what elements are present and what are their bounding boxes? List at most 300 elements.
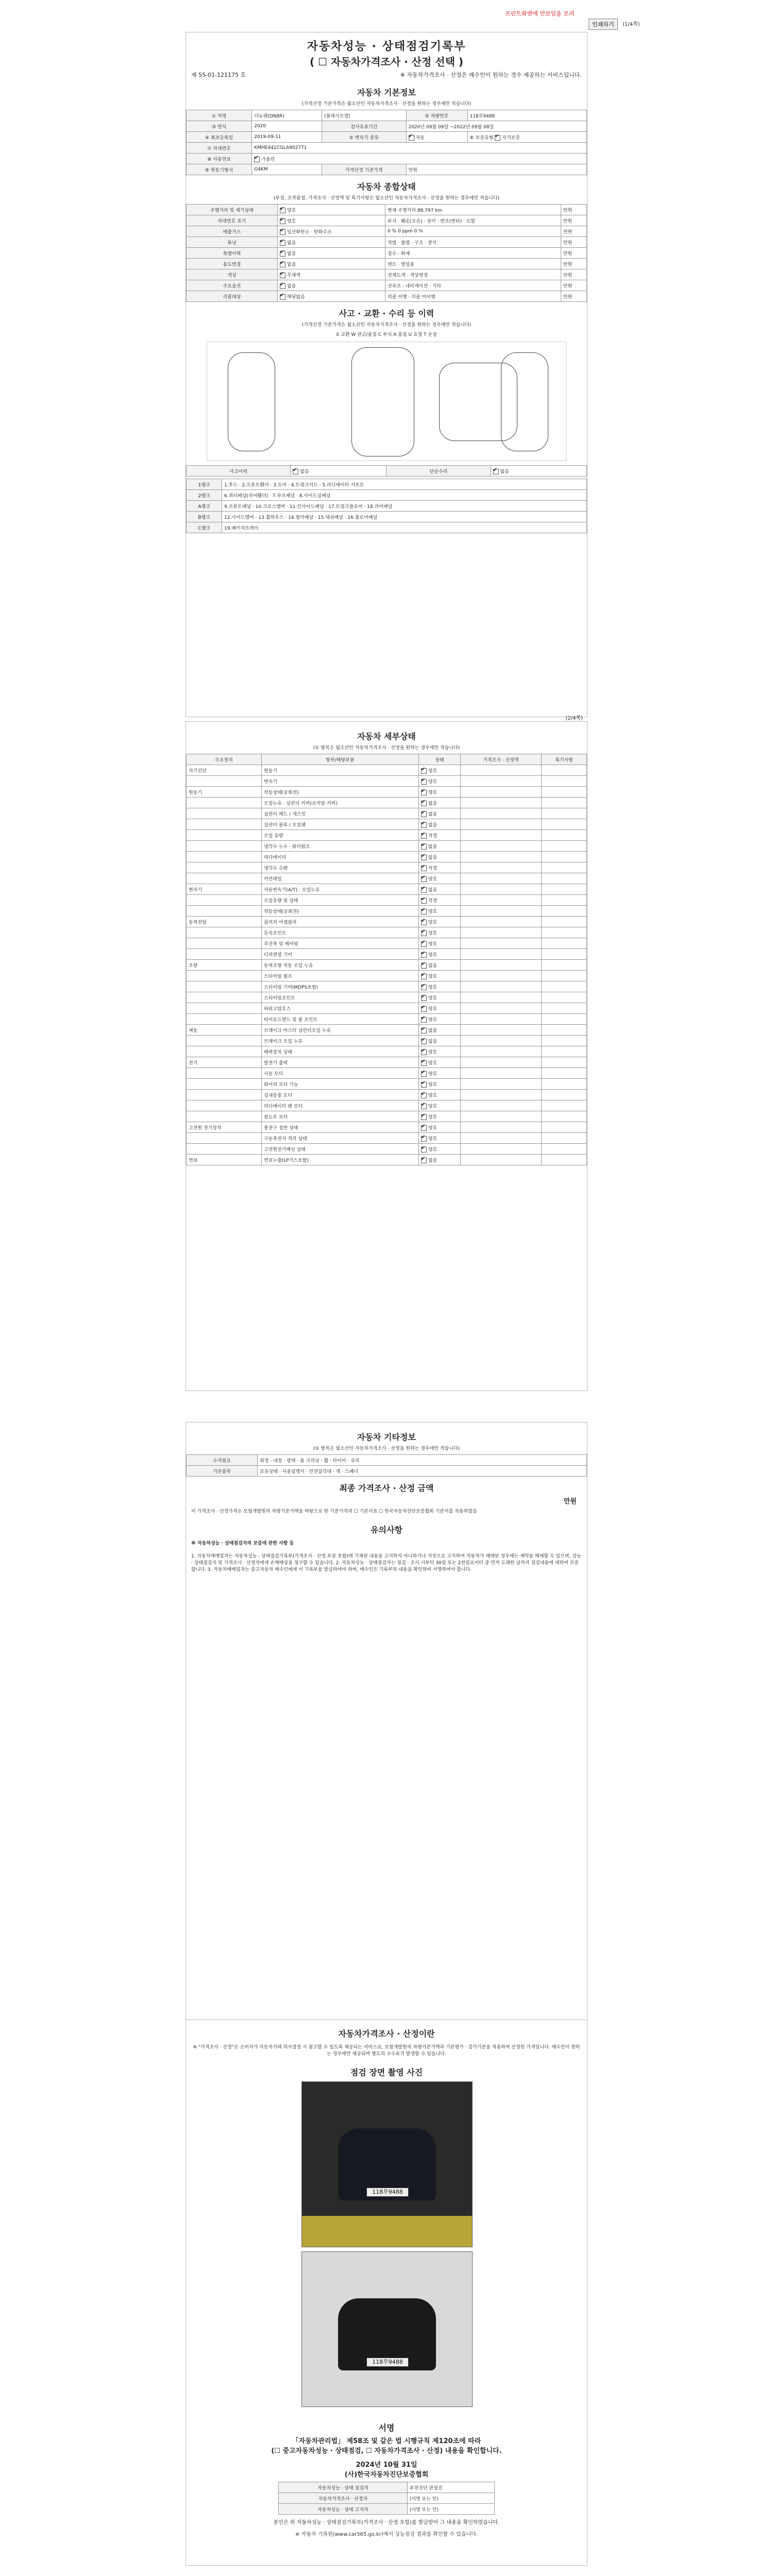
detail-price xyxy=(460,1122,541,1133)
row-fee: 만원 xyxy=(561,248,586,259)
label: ④ 최초등록일 xyxy=(187,132,252,143)
overall-row xyxy=(187,280,587,291)
row-state xyxy=(277,259,385,269)
car-diagram xyxy=(207,342,566,461)
state-checkbox xyxy=(280,283,285,289)
detail-part: 커먼레일 xyxy=(261,873,418,884)
detail-row xyxy=(187,1036,587,1046)
detail-price xyxy=(460,808,541,819)
state-checkbox xyxy=(421,822,427,828)
detail-remark xyxy=(542,1090,587,1100)
state-value: 양호 xyxy=(428,1093,438,1098)
detail-price xyxy=(460,1155,541,1165)
rank-row xyxy=(187,501,587,512)
state-value: 없음 xyxy=(428,811,438,817)
detail-state xyxy=(418,1025,460,1036)
detail-price xyxy=(460,776,541,787)
detail-group xyxy=(187,949,262,960)
section-accident-title: 사고 · 교환 · 수리 등 이력 xyxy=(339,309,434,318)
detail-row xyxy=(187,971,587,981)
state-checkbox xyxy=(421,930,427,936)
detail-state xyxy=(418,895,460,906)
state-value: 없음 xyxy=(428,963,438,969)
detail-row xyxy=(187,927,587,938)
detail-state xyxy=(418,1122,460,1133)
detail-price xyxy=(460,906,541,917)
detail-price xyxy=(460,798,541,808)
state-value: 양호 xyxy=(428,876,438,882)
detail-state xyxy=(418,960,460,971)
state-value: 양호 xyxy=(428,1049,438,1055)
other-label: 기본품목 xyxy=(187,1466,258,1477)
detail-remark xyxy=(542,852,587,862)
detail-row xyxy=(187,776,587,787)
detail-group: 연료 xyxy=(187,1155,262,1165)
overall-row xyxy=(187,237,587,248)
row-label: 특별이력 xyxy=(187,248,278,259)
section-basic-title: 자동차 기본정보 xyxy=(357,88,416,97)
detail-row xyxy=(187,798,587,808)
repair-checkbox xyxy=(493,469,499,474)
detail-remark xyxy=(542,1025,587,1036)
detail-remark xyxy=(542,1068,587,1079)
rank-label: A랭크 xyxy=(187,501,222,512)
overall-row xyxy=(187,215,587,226)
row-label: 배출가스 xyxy=(187,226,278,237)
detail-group xyxy=(187,1100,262,1111)
license-plate: 118무9488 xyxy=(366,2358,409,2367)
row-label: 용도변경 xyxy=(187,259,278,269)
detail-price xyxy=(460,960,541,971)
detail-remark xyxy=(542,787,587,798)
state-checkbox xyxy=(421,952,427,958)
page-1 xyxy=(186,32,587,717)
detail-group xyxy=(187,1036,262,1046)
detail-price xyxy=(460,830,541,841)
doc-number: 제 55-01-121175 호 xyxy=(191,72,246,78)
state-checkbox xyxy=(421,1049,427,1055)
label: ⑥ 보증유형 xyxy=(469,135,494,141)
state-checkbox xyxy=(421,1017,427,1023)
accident-value: 없음 xyxy=(300,469,309,474)
column-header: 가격조사 · 산정액 xyxy=(460,754,541,765)
state-checkbox xyxy=(280,262,285,267)
detail-price xyxy=(460,1079,541,1090)
detail-part: 냉각수 수량 xyxy=(261,862,418,873)
detail-group xyxy=(187,776,262,787)
page-number: (2/4쪽) xyxy=(565,716,583,721)
detail-part: 실린더 블록 / 오일팬 xyxy=(261,819,418,830)
detail-group xyxy=(187,938,262,949)
detail-remark xyxy=(542,906,587,917)
label: ② 차량번호 xyxy=(406,110,467,121)
state-value: 양호 xyxy=(428,985,438,990)
column-header: 특기사항 xyxy=(542,754,587,765)
detail-row xyxy=(187,1100,587,1111)
rank-parts: 9.프론트패널 · 10.크로스멤버 · 11.인사이드패널 · 17.트렁크플로어 · 18.리어패널 xyxy=(222,501,587,512)
sign-law: 「자동차관리법」 제58조 및 같은 법 시행규칙 제120조에 따라 xyxy=(292,2437,481,2445)
state-checkbox xyxy=(421,1104,427,1109)
detail-group: 조향 xyxy=(187,960,262,971)
car-right-view xyxy=(501,352,548,451)
detail-row xyxy=(187,1068,587,1079)
doc-subtitle: ( ☐ 자동차가격조사 · 산정 선택 ) xyxy=(309,56,464,68)
state-value: 없음 xyxy=(428,1039,438,1044)
other-row xyxy=(187,1466,587,1477)
row-detail: 렌트 · 영업용 xyxy=(385,259,561,269)
state-value: 양호 xyxy=(428,1082,438,1088)
state-checkbox xyxy=(421,1006,427,1012)
row-state xyxy=(277,291,385,302)
row-fee: 만원 xyxy=(561,237,586,248)
final-price: 만원 xyxy=(563,1498,577,1505)
detail-part: 클러치 어셈블리 xyxy=(261,917,418,927)
row-detail: 리콜 이행 · 리콜 미이행 xyxy=(385,291,561,302)
detail-state xyxy=(418,938,460,949)
rank-parts: 1.후드 · 2.프론트휀더 · 3.도어 · 4.트렁크리드 · 5.라디에이터 서포트 xyxy=(222,479,587,490)
caution-text: 1. 자동차매매업자는 자동차성능 · 상태점검기록부(가격조사 · 산정 부분 포함)에 기재된 내용을 고지하지 아니하거나 거짓으로 고지하여 자동차가 매매된 경우에는 계약을 해제할 수 있으며, 성능 · 상태점검자 및 가격조사 · 산정자에게 손해배상을 청구할 수 있습니다. 2. 자동차성능 · 상태점검자는 점검 · 조사 시부터 30일 또는 2천킬로미터 중 먼저 도래한 날까지 점검내용에 대하여 보증합니다. 3. 자동차매매업자는 중고자동차 매수인에게 이 기록부를 발급하여야 하며, 매수인은 기록부의 내용을 확인하여 서명하여야 합니다. xyxy=(191,1554,581,1572)
detail-state xyxy=(418,1046,460,1057)
detail-state xyxy=(418,992,460,1003)
state-value: 없음 xyxy=(428,822,438,828)
state-value: 없음 xyxy=(428,855,438,860)
label: ⑧ 사용연료 xyxy=(187,154,252,164)
row-detail: 전체도색 · 색상변경 xyxy=(385,269,561,280)
detail-state xyxy=(418,1014,460,1025)
detail-part: 라디에이터 팬 모터 xyxy=(261,1100,418,1111)
state-checkbox xyxy=(421,995,427,1001)
row-fee: 만원 xyxy=(561,205,586,215)
detail-row xyxy=(187,1046,587,1057)
state-checkbox xyxy=(421,1147,427,1153)
other-items: 외장 · 내장 · 광택 · 룸 크리닝 · 휠 · 타이어 · 유리 xyxy=(258,1455,587,1466)
state-value: 적정 xyxy=(428,898,438,904)
sign-row xyxy=(279,2504,495,2515)
detail-row xyxy=(187,862,587,873)
fuel-value: 가솔린 xyxy=(261,157,275,162)
state-checkbox xyxy=(421,887,427,893)
detail-remark xyxy=(542,884,587,895)
state-checkbox xyxy=(421,1082,427,1088)
overall-row xyxy=(187,269,587,280)
state-value: 해당없음 xyxy=(287,294,305,300)
rank-parts: 12.사이드멤버 · 13.휠하우스 · 14.필러패널 · 15.대쉬패널 · 16.플로어패널 xyxy=(222,512,587,522)
state-checkbox xyxy=(421,898,427,904)
detail-state xyxy=(418,819,460,830)
detail-remark xyxy=(542,971,587,981)
detail-row xyxy=(187,830,587,841)
detail-remark xyxy=(542,917,587,927)
sign-date: 2024년 10월 31일 xyxy=(356,2461,417,2469)
detail-row xyxy=(187,765,587,776)
state-value: 없음 xyxy=(428,844,438,850)
state-checkbox xyxy=(280,273,285,278)
detail-row xyxy=(187,1144,587,1155)
detail-group: 원동기 xyxy=(187,787,262,798)
detail-price xyxy=(460,1014,541,1025)
state-value: 적정 xyxy=(428,833,438,839)
state-value: 양호 xyxy=(428,974,438,979)
state-value: 양호 xyxy=(428,952,438,958)
row-label: 색상 xyxy=(187,269,278,280)
overall-table xyxy=(186,204,587,302)
detail-price xyxy=(460,862,541,873)
state-value: 없음 xyxy=(428,801,438,806)
signature-section xyxy=(186,2416,587,2537)
state-checkbox xyxy=(421,1158,427,1163)
detail-part: 파워고압호스 xyxy=(261,1003,418,1014)
detail-remark xyxy=(542,830,587,841)
detail-group xyxy=(187,830,262,841)
detail-state xyxy=(418,917,460,927)
rank-table xyxy=(186,479,587,533)
detail-price xyxy=(460,1036,541,1046)
detail-group xyxy=(187,981,262,992)
section-photo-title: 점검 장면 촬영 사진 xyxy=(350,2067,423,2077)
detail-remark xyxy=(542,1111,587,1122)
state-value: 양호 xyxy=(428,1017,438,1023)
column-header: 상태 xyxy=(418,754,460,765)
trans-value: 자동 xyxy=(415,135,425,141)
detail-state xyxy=(418,884,460,895)
rank-label: B랭크 xyxy=(187,512,222,522)
detail-state xyxy=(418,1079,460,1090)
fuel-checkbox xyxy=(254,157,260,162)
sign-value: (서명 또는 인) xyxy=(407,2493,494,2504)
detail-part: 디퍼렌셜 기어 xyxy=(261,949,418,960)
detail-remark xyxy=(542,1155,587,1165)
detail-group xyxy=(187,906,262,917)
inspection-photo-rear xyxy=(301,2251,473,2407)
state-checkbox xyxy=(421,779,427,785)
row-fee: 만원 xyxy=(561,269,586,280)
row-detail: 0 % 0 ppm 0 % xyxy=(385,226,561,237)
detail-group xyxy=(187,1090,262,1100)
state-checkbox xyxy=(421,974,427,979)
detail-remark xyxy=(542,1014,587,1025)
detail-price xyxy=(460,938,541,949)
state-checkbox xyxy=(421,876,427,882)
detail-row xyxy=(187,1122,587,1133)
detail-remark xyxy=(542,1133,587,1144)
detail-row xyxy=(187,1111,587,1122)
detail-part: 발전기 출력 xyxy=(261,1057,418,1068)
sign-row xyxy=(279,2482,495,2493)
state-value: 양호 xyxy=(428,779,438,785)
state-checkbox xyxy=(421,811,427,817)
sign-label: 자동차가격조사 · 산정자 xyxy=(279,2493,408,2504)
detail-price xyxy=(460,1133,541,1144)
detail-state xyxy=(418,1144,460,1155)
state-checkbox xyxy=(421,1114,427,1120)
state-checkbox xyxy=(280,218,285,224)
state-value: 적정 xyxy=(428,866,438,871)
detail-price xyxy=(460,819,541,830)
car-name: 더뉴펜(DN8R) xyxy=(252,110,322,121)
detail-part: 고전원전기배선 상태 xyxy=(261,1144,418,1155)
state-checkbox xyxy=(421,801,427,806)
detail-row xyxy=(187,981,587,992)
accident-checkbox xyxy=(293,469,298,474)
state-checkbox xyxy=(421,790,427,795)
overall-row xyxy=(187,226,587,237)
page-number: (1/4쪽) xyxy=(623,22,640,27)
state-checkbox xyxy=(421,963,427,969)
detail-row xyxy=(187,884,587,895)
detail-remark xyxy=(542,862,587,873)
detail-row xyxy=(187,1079,587,1090)
section-overall-title: 자동차 종합상태 xyxy=(357,182,416,192)
detail-state xyxy=(418,841,460,852)
page-2 xyxy=(186,716,587,1391)
label: 단순수리 xyxy=(386,466,491,477)
detail-remark xyxy=(542,776,587,787)
label: ⑨ 원동기형식 xyxy=(187,164,252,175)
detail-remark xyxy=(542,949,587,960)
detail-group xyxy=(187,1144,262,1155)
final-price-note: 이 가격조사 · 산정가격은 보험개발원의 차량기준가액을 바탕으로 한 기준가격과 ☐ 기본서표 ☐ 한국자동차진단보증협회 기준서를 적용하였음 xyxy=(191,1509,477,1514)
row-fee: 만원 xyxy=(561,215,586,226)
state-value: 없음 xyxy=(287,240,296,246)
label: 사고이력 xyxy=(187,466,291,477)
detail-part: 라디에이터 xyxy=(261,852,418,862)
state-value: 양호 xyxy=(428,930,438,936)
detail-group xyxy=(187,1003,262,1014)
state-checkbox xyxy=(280,229,285,235)
detail-part: 오일 유량 xyxy=(261,830,418,841)
detail-group xyxy=(187,841,262,852)
detail-row xyxy=(187,917,587,927)
state-value: 없음 xyxy=(287,283,296,289)
row-detail: 선루프 · 네비게이션 · 기타 xyxy=(385,280,561,291)
detail-part: 변속기 xyxy=(261,776,418,787)
detail-part: 스티어링 펌프 xyxy=(261,971,418,981)
detail-group xyxy=(187,862,262,873)
detail-price xyxy=(460,895,541,906)
detail-price xyxy=(460,992,541,1003)
detail-group xyxy=(187,1111,262,1122)
detail-group xyxy=(187,798,262,808)
detail-row xyxy=(187,819,587,830)
detail-remark xyxy=(542,841,587,852)
caution-intro: ※ 자동차성능 · 상태점검자의 보증에 관한 사항 등 xyxy=(191,1541,294,1546)
state-checkbox xyxy=(421,855,427,860)
detail-state xyxy=(418,1155,460,1165)
sign-org: (사)한국자동차진단보증협회 xyxy=(344,2471,429,2479)
state-checkbox xyxy=(421,1071,427,1077)
state-value: 양호 xyxy=(287,218,296,224)
label: ⑦ 차대번호 xyxy=(187,143,252,154)
detail-row xyxy=(187,992,587,1003)
car-number: 118무9488 xyxy=(467,110,586,121)
detail-part: 스티어링조인트 xyxy=(261,992,418,1003)
detail-part: 타이로드엔드 및 볼 조인트 xyxy=(261,1014,418,1025)
section-other-title: 자동차 기타정보 xyxy=(357,1432,416,1442)
detail-state xyxy=(418,1133,460,1144)
detail-price xyxy=(460,841,541,852)
row-state xyxy=(277,269,385,280)
detail-price xyxy=(460,971,541,981)
detail-remark xyxy=(542,765,587,776)
detail-price xyxy=(460,981,541,992)
state-value: 무채색 xyxy=(287,273,301,278)
row-fee: 만원 xyxy=(561,259,586,269)
other-row xyxy=(187,1455,587,1466)
state-checkbox xyxy=(421,844,427,850)
row-detail: 침수 · 화재 xyxy=(385,248,561,259)
state-checkbox xyxy=(421,1060,427,1066)
first-reg: 2019-09-11 xyxy=(252,132,322,143)
detail-row xyxy=(187,1057,587,1068)
detail-part: 시동 모터 xyxy=(261,1068,418,1079)
doc-title: 자동차성능 · 상태점검기록부 xyxy=(307,40,466,53)
detail-group: 전기 xyxy=(187,1057,262,1068)
detail-group: 제동 xyxy=(187,1025,262,1036)
state-checkbox xyxy=(280,251,285,257)
detail-group xyxy=(187,895,262,906)
detail-remark xyxy=(542,981,587,992)
row-fee: 만원 xyxy=(561,291,586,302)
rank-label: 1랭크 xyxy=(187,479,222,490)
detail-part: 충전구 절연 상태 xyxy=(261,1122,418,1133)
state-value: 없음 xyxy=(428,887,438,893)
detail-price xyxy=(460,1111,541,1122)
section-detail-note: (① 항목은 월소산인 자동차가격조사 · 산정을 원하는 경우에만 적습니다) xyxy=(313,745,460,751)
detail-remark xyxy=(542,1003,587,1014)
damage-legend: X 교환 W 판금/용접 C 부식 A 흠집 U 요철 T 손상 xyxy=(336,332,437,337)
license-plate: 118무9488 xyxy=(366,2188,409,2197)
print-button[interactable]: 인쇄하기 xyxy=(589,19,618,30)
row-label: 튜닝 xyxy=(187,237,278,248)
row-detail: 현재 주행거리 88,797 km xyxy=(385,205,561,215)
detail-part: 실린더 헤드 / 개스킷 xyxy=(261,808,418,819)
detail-group xyxy=(187,971,262,981)
detail-group xyxy=(187,1079,262,1090)
state-value: 양호 xyxy=(428,1136,438,1142)
detail-group: 고전원 전기장치 xyxy=(187,1122,262,1133)
detail-state xyxy=(418,949,460,960)
detail-remark xyxy=(542,808,587,819)
row-detail: 부식 · 훼손(오손) · 상이 · 변조(변타) · 도말 xyxy=(385,215,561,226)
state-checkbox xyxy=(421,1039,427,1044)
detail-price xyxy=(460,852,541,862)
detail-remark xyxy=(542,1144,587,1155)
state-value: 양호 xyxy=(287,208,296,213)
detail-remark xyxy=(542,1046,587,1057)
detail-state xyxy=(418,852,460,862)
detail-remark xyxy=(542,927,587,938)
section-price-info-title: 자동차가격조사 · 산정이란 xyxy=(338,2029,435,2039)
detail-state xyxy=(418,971,460,981)
state-value: 양호 xyxy=(428,1114,438,1120)
state-checkbox xyxy=(421,1125,427,1131)
state-checkbox xyxy=(421,909,427,914)
doc-note: ※ 자동차가격조사 · 산정은 매수인이 원하는 경우 제공하는 서비스입니다. xyxy=(400,72,582,78)
detail-state xyxy=(418,1057,460,1068)
rank-label: C랭크 xyxy=(187,522,222,533)
state-checkbox xyxy=(421,985,427,990)
accident-table xyxy=(186,465,587,477)
other-label: 수리필요 xyxy=(187,1455,258,1466)
state-checkbox xyxy=(421,866,427,871)
detail-state xyxy=(418,1036,460,1046)
detail-state xyxy=(418,1068,460,1079)
state-checkbox xyxy=(421,1028,427,1033)
overall-row xyxy=(187,291,587,302)
state-checkbox xyxy=(421,768,427,774)
detail-part: 브레이크 오일 누유 xyxy=(261,1036,418,1046)
engine-type: G4KM xyxy=(252,164,322,175)
